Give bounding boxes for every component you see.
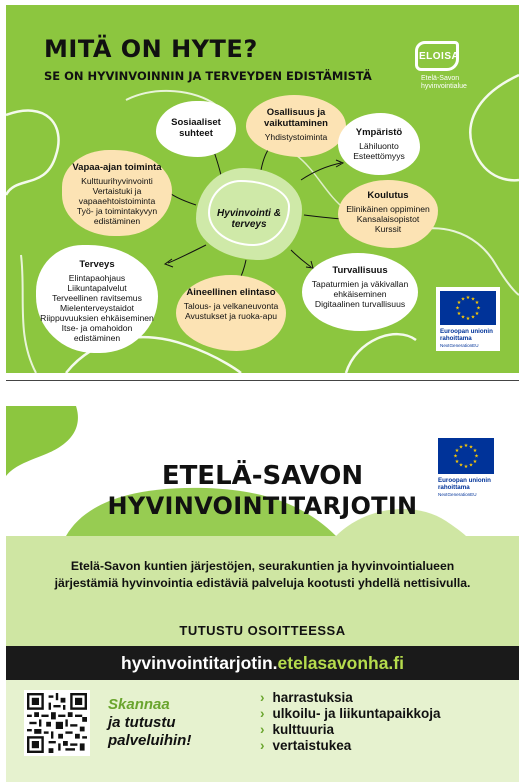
topic-title: Sosiaaliset suhteet xyxy=(171,117,221,139)
svg-text:★: ★ xyxy=(463,443,469,449)
topic-item: Talous- ja velkaneuvonta xyxy=(183,301,279,311)
list-item: › ulkoilu- ja liikuntapaikkoja xyxy=(260,706,441,721)
topic-item: Kurssit xyxy=(374,224,402,234)
eu-flag-icon xyxy=(440,291,496,325)
topic-participation xyxy=(246,95,346,157)
svg-text:★: ★ xyxy=(465,316,471,322)
chevron-right-icon: › xyxy=(260,722,265,737)
url-part-1: hyvinvointitarjotin. xyxy=(121,653,278,673)
eu-sublabel: NextGenerationEU xyxy=(440,343,479,348)
topic-item: Elintapaohjaus xyxy=(68,273,126,283)
list-item: › kulttuuria xyxy=(260,722,335,737)
page-subtitle: SE ON HYVINVOINNIN JA TERVEYDEN EDISTÄMISTÄ xyxy=(44,69,372,83)
topic-education xyxy=(338,180,438,248)
svg-text:★: ★ xyxy=(460,296,466,303)
topic-environment xyxy=(338,113,420,175)
svg-text:★: ★ xyxy=(474,300,480,306)
website-url[interactable] xyxy=(6,646,519,680)
chevron-right-icon: › xyxy=(260,690,265,705)
scan-line-2: ja tutustu xyxy=(108,714,176,731)
topic-title: Koulutus xyxy=(367,190,409,201)
topic-title: Osallisuus ja vaikuttaminen xyxy=(264,107,328,129)
topic-item: Riippuvuuksien ehkäiseminen xyxy=(40,313,154,323)
chevron-right-icon: › xyxy=(260,738,265,753)
topic-leisure xyxy=(62,150,172,236)
svg-text:★: ★ xyxy=(454,448,460,454)
topic-item: Itse- ja omahoidon edistäminen xyxy=(61,323,133,343)
topic-item: Terveellinen ravitsemus xyxy=(52,293,142,303)
chevron-right-icon: › xyxy=(260,706,265,721)
svg-text:★: ★ xyxy=(454,459,460,465)
page-title: MITÄ ON HYTE? xyxy=(44,35,258,63)
topic-item: Liikuntapalvelut xyxy=(67,283,127,293)
svg-text:★: ★ xyxy=(453,453,458,460)
svg-text:★: ★ xyxy=(458,444,464,451)
topic-item: Avustukset ja ruoka-apu xyxy=(184,311,278,321)
topic-item: Digitaalinen turvallisuus xyxy=(314,299,406,309)
center-label: Hyvinvointi & terveys xyxy=(217,208,281,230)
topic-item: Esteettömyys xyxy=(353,151,405,161)
svg-text:★: ★ xyxy=(474,311,480,317)
qr-code-icon[interactable] xyxy=(24,690,90,756)
card-title-line1: ETELÄ-SAVON xyxy=(161,461,364,491)
list-item: › vertaistukea xyxy=(260,738,352,753)
eu-sublabel: NextGenerationEU xyxy=(438,492,477,497)
svg-text:★: ★ xyxy=(470,296,476,303)
topic-item: Mielenterveystaidot xyxy=(59,303,135,313)
call-to-action: TUTUSTU OSOITTEESSA xyxy=(179,623,346,638)
svg-text:★: ★ xyxy=(455,305,460,312)
scan-line-3: palveluihin! xyxy=(108,732,192,749)
eloisa-logo-name: ELOISA xyxy=(419,51,460,62)
eu-funding-logo xyxy=(436,287,500,351)
topic-health xyxy=(36,245,158,353)
svg-text:★: ★ xyxy=(460,314,466,321)
topic-material-wellbeing xyxy=(176,275,286,351)
description: Etelä-Savon kuntien järjestöjen, seurakuntien ja hyvinvointialueen järjestämiä hyvinvointia edistäviä palveluja kootusti yhdellä nettisivulla. xyxy=(54,559,471,590)
topic-safety xyxy=(302,253,418,331)
eu-label: Euroopan unionin rahoittama xyxy=(440,328,493,342)
topic-title: Ympäristö xyxy=(355,127,403,138)
scan-line-1: Skannaa xyxy=(108,696,170,713)
svg-text:★: ★ xyxy=(468,462,474,469)
topic-item: Työ- ja toimintakyvyn edistäminen xyxy=(76,206,158,226)
svg-text:★: ★ xyxy=(456,300,462,306)
topic-item: Elinikäinen oppiminen xyxy=(346,204,430,214)
eu-label: Euroopan unionin rahoittama xyxy=(438,477,491,491)
divider xyxy=(6,380,519,381)
topic-item: Yhdistystoiminta xyxy=(264,132,328,142)
qr-code-graphic xyxy=(27,693,87,753)
svg-text:★: ★ xyxy=(472,459,478,465)
topic-item: Kulttuurihyvinvointi xyxy=(81,176,153,186)
service-list xyxy=(260,690,441,754)
svg-text:★: ★ xyxy=(476,305,481,312)
topic-item: Lähiluonto xyxy=(359,141,399,151)
info-band xyxy=(6,536,519,646)
svg-text:★: ★ xyxy=(465,295,471,301)
topic-social-relations xyxy=(156,101,236,157)
card-title-line2: HYVINVOINTITARJOTIN xyxy=(107,492,418,520)
svg-text:★: ★ xyxy=(468,444,474,451)
topic-item: Tapaturmien ja väkivallan ehkäiseminen xyxy=(311,279,409,299)
tarjotin-card xyxy=(6,406,519,782)
eloisa-logo-tagline: Etelä-Savon hyvinvointialue xyxy=(421,75,467,90)
svg-text:★: ★ xyxy=(474,453,479,460)
svg-text:★: ★ xyxy=(470,314,476,321)
hyte-card xyxy=(6,5,519,373)
url-part-2: etelasavonha.fi xyxy=(277,653,404,673)
topic-title: Aineellinen elintaso xyxy=(186,287,276,298)
topic-title: Turvallisuus xyxy=(332,265,388,276)
svg-text:★: ★ xyxy=(458,462,464,469)
eloisa-logo xyxy=(415,41,497,97)
topic-title: Vapaa-ajan toiminta xyxy=(72,162,162,173)
topic-item: Vertaistuki ja vapaaehtoistoiminta xyxy=(78,186,156,206)
topic-item: Kansalaisopistot xyxy=(356,214,420,224)
svg-text:★: ★ xyxy=(456,311,462,317)
list-item: › harrastuksia xyxy=(260,690,353,705)
svg-text:★: ★ xyxy=(472,448,478,454)
svg-text:★: ★ xyxy=(463,464,469,470)
scan-invitation xyxy=(108,696,191,750)
scan-band xyxy=(6,680,519,782)
eu-stars-icon xyxy=(440,291,496,325)
topic-title: Terveys xyxy=(79,259,115,270)
